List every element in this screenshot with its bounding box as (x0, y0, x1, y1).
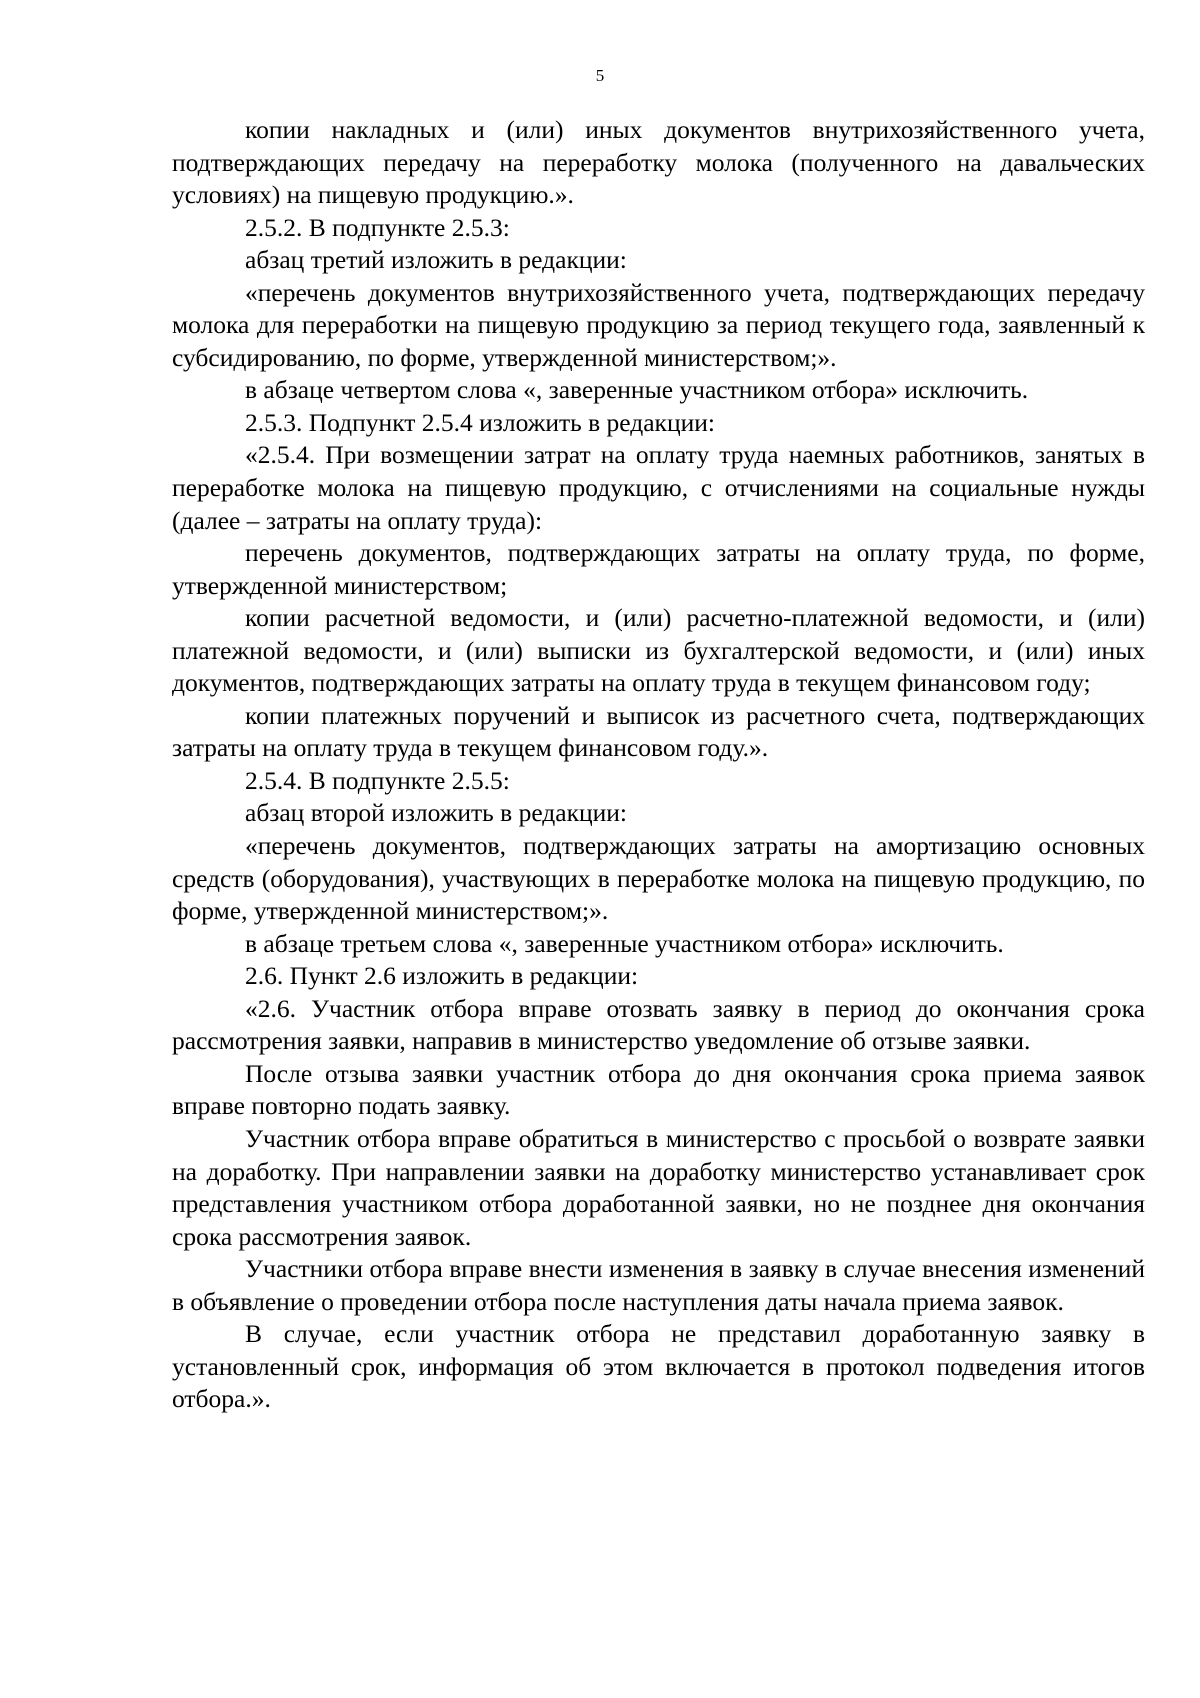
paragraph: копии платежных поручений и выписок из расчетного счета, подтверждающих затраты на оплату труда в текущем финансовом году.». (172, 700, 1145, 763)
paragraph: Участники отбора вправе внести изменения в заявку в случае внесения изменений в объявление о проведении отбора после наступления даты начала приема заявок. (172, 1254, 1145, 1316)
page-number: 5 (595, 66, 605, 85)
paragraph: абзац третий изложить в редакции: (245, 245, 627, 275)
paragraph: В случае, если участник отбора не представил доработанную заявку в установленный срок, информация об этом включается в протокол подведения итогов отбора.». (172, 1319, 1145, 1414)
paragraph: 2.5.3. Подпункт 2.5.4 изложить в редакции: (245, 407, 715, 437)
paragraph: «2.6. Участник отбора вправе отозвать заявку в период до окончания срока рассмотрения заявки, направив в министерство уведомление об отзыве заявки. (172, 993, 1145, 1056)
paragraph: абзац второй изложить в редакции: (245, 798, 628, 828)
paragraph: «перечень документов, подтверждающих затраты на амортизацию основных средств (оборудования), участвующих в переработке молока на пищевую продукцию, по форме, утвержденной министерством;». (172, 831, 1145, 926)
paragraph: копии накладных и (или) иных документов внутрихозяйственного учета, подтверждающих передачу на переработку молока (полученного на давальческих условиях) на пищевую продукцию.». (172, 115, 1145, 210)
paragraph: в абзаце третьем слова «, заверенные участником отбора» исключить. (245, 928, 1004, 958)
paragraph: «перечень документов внутрихозяйственного учета, подтверждающих передачу молока для переработки на пищевую продукцию за период текущего года, заявленный к субсидированию, по форме, утвержденной министерством;». (172, 277, 1145, 372)
paragraph: 2.5.4. В подпункте 2.5.5: (245, 765, 510, 795)
paragraph: После отзыва заявки участник отбора до дня окончания срока приема заявок вправе повторно подать заявку. (172, 1058, 1145, 1121)
paragraph: 2.6. Пункт 2.6 изложить в редакции: (245, 961, 639, 991)
paragraph: «2.5.4. При возмещении затрат на оплату труда наемных работников, занятых в переработке молока на пищевую продукцию, с отчислениями на социальные нужды (далее – затраты на оплату труда): (172, 440, 1145, 535)
paragraph: перечень документов, подтверждающих затраты на оплату труда, по форме, утвержденной министерством; (172, 538, 1145, 600)
paragraph: Участник отбора вправе обратиться в министерство с просьбой о возврате заявки на доработку. При направлении заявки на доработку министерство устанавливает срок представления участником отбора доработанной заявки, но не позднее дня окончания срока рассмотрения заявок. (172, 1123, 1145, 1251)
paragraph: 2.5.2. В подпункте 2.5.3: (245, 212, 510, 242)
paragraph: копии расчетной ведомости, и (или) расчетно-платежной ведомости, и (или) платежной ведомости, и (или) выписки из бухгалтерской ведомости, и (или) иных документов, подтверждающих затраты на оплату труда в текущем финансовом году; (172, 603, 1145, 698)
paragraph: в абзаце четвертом слова «, заверенные участником отбора» исключить. (245, 375, 1029, 405)
document-body (172, 114, 1145, 1416)
